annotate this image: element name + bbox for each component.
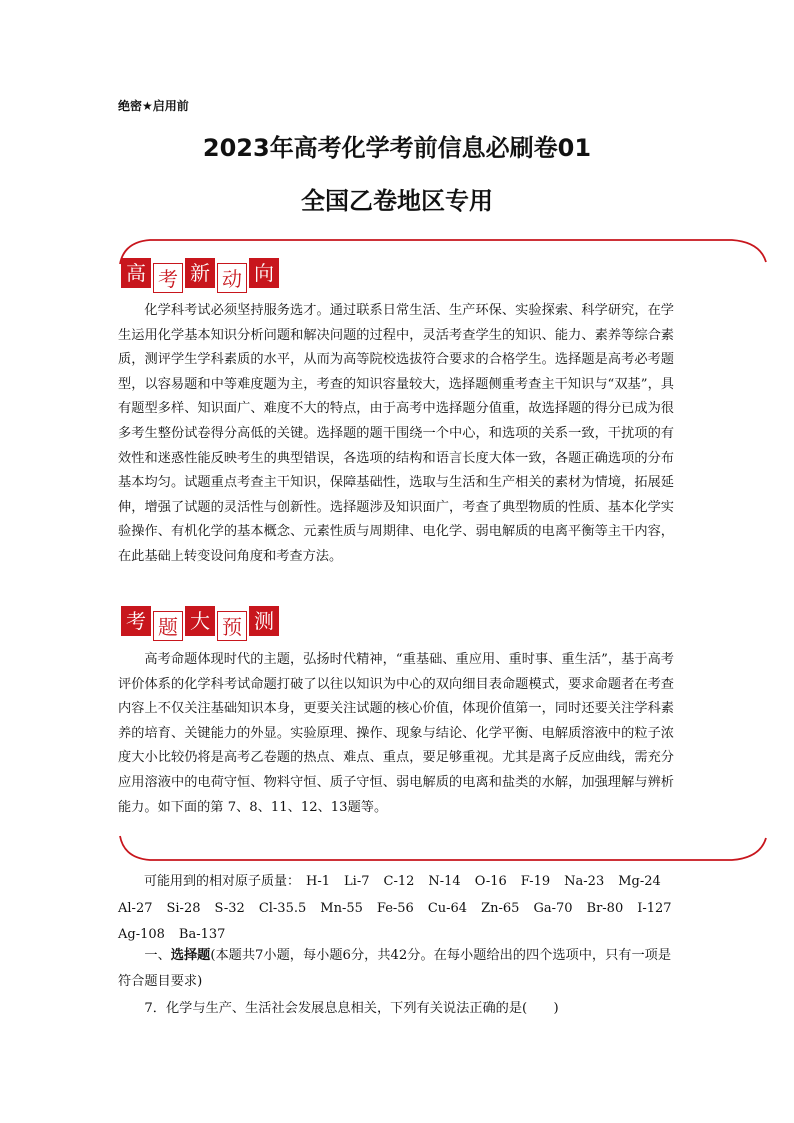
forecast-paragraph: 高考命题体现时代的主题，弘扬时代精神，“重基础、重应用、重时事、重生活”，基于高考评价体系的化学科考试命题打破了以往以知识为中心的双向细目表命题模式，要求命题者在考查内容上不仅关注基础知识本身，更要关注试题的核心价值，体现价值第一，同时还要关注学科素养的培育、关键能力的外显。实验原理、操作、现象与结论、化学平衡、电解质溶液中的粒子浓度大小比较仍将是高考乙卷题的热点、难点、重点，要足够重视。尤其是离子反应曲线，需充分应用溶液中的电荷守恒、物料守恒、质子守恒、弱电解质的电离和盐类的水解，加强理解与辨析能力。如下面的第 7、8、11、12、13题等。 — [118, 652, 674, 815]
banner-char: 题 — [153, 611, 183, 641]
mass-item: C-12 — [383, 874, 415, 889]
mass-item: N-14 — [428, 874, 461, 889]
trends-paragraph: 化学科考试必须坚持服务选才。通过联系日常生活、生产环保、实验探索、科学研究，在学生运用化学基本知识分析问题和解决问题的过程中，灵活考查学生的知识、能力、素养等综合素质，测评学生学科素质的水平，从而为高等院校选拔符合要求的合格学生。选择题是高考必考题型，以容易题和中等难度题为主，考查的知识容量较大，选择题侧重考查主干知识与“双基”，具有题型多样、知识面广、难度不大的特点，由于高考中选择题分值重，故选择题的得分已成为很多考生整份试卷得分高低的关键。选择题的题干围绕一个中心，和选项的关系一致，干扰项的有效性和迷惑性能反映考生的典型错误，各选项的结构和语言长度大体一致，各题正确选项的分布基本均匀。试题重点考查主干知识，保障基础性，选取与生活和生产相关的素材为情境，拓展延伸，增强了试题的灵活性与创新性。选择题涉及知识面广，考查了典型物质的性质、基本化学实验操作、有机化学的基本概念、元素性质与周期律、电化学、弱电解质的电离平衡等主干内容，在此基础上转变设问角度和考查方法。 — [118, 303, 674, 564]
mass-item: Li-7 — [344, 874, 370, 889]
banner-char: 动 — [217, 263, 247, 293]
atomic-masses-label: 可能用到的相对原子质量： — [144, 874, 301, 889]
banner-forecast — [121, 606, 281, 639]
mass-item: Si-28 — [166, 900, 201, 916]
secret-label: 绝密★启用前 — [118, 99, 189, 113]
banner-exam-trends — [121, 258, 281, 291]
part-one-instructions: (本题共7小题，每小题6分，共42分。在每小题给出的四个选项中，只有一项是符合题目要求) — [118, 948, 672, 989]
banner-char: 考 — [153, 263, 183, 293]
atomic-masses-row — [118, 869, 678, 896]
mass-item: Na-23 — [564, 874, 605, 889]
mass-item: Zn-65 — [481, 900, 520, 916]
mass-item: I-127 — [637, 900, 672, 916]
mass-item: Cl-35.5 — [258, 900, 307, 916]
mass-item: Br-80 — [586, 900, 624, 916]
part-one-prefix: 一、 — [144, 948, 171, 963]
mass-item: Cu-64 — [427, 900, 468, 916]
atomic-masses-row — [118, 896, 678, 923]
banner-char: 向 — [249, 258, 279, 288]
exam-subtitle: 全国乙卷地区专用 — [301, 187, 493, 215]
question-7: 7．化学与生产、生活社会发展息息相关，下列有关说法正确的是( ) — [144, 1001, 559, 1016]
mass-item: Fe-56 — [376, 900, 414, 916]
mass-item: Mn-55 — [320, 900, 363, 916]
mass-item: O-16 — [474, 874, 507, 889]
mass-item: S-32 — [214, 900, 245, 916]
part-one-heading — [118, 943, 674, 995]
banner-char: 新 — [185, 258, 215, 288]
atomic-masses — [118, 869, 678, 949]
banner-char: 预 — [217, 611, 247, 641]
exam-title: 2023年高考化学考前信息必刷卷01 — [202, 134, 592, 162]
mass-item: Ga-70 — [533, 900, 573, 916]
banner-char: 考 — [121, 606, 151, 636]
mass-item: H-1 — [306, 874, 331, 889]
banner-char: 测 — [249, 606, 279, 636]
mass-item: Ag-108 — [118, 927, 165, 942]
banner-char: 高 — [121, 258, 151, 288]
mass-item: Ba-137 — [178, 927, 226, 942]
mass-item: F-19 — [520, 874, 551, 889]
mass-item: Mg-24 — [618, 874, 661, 889]
banner-char: 大 — [185, 606, 215, 636]
part-one-title: 选择题 — [170, 948, 211, 963]
mass-item: Al-27 — [118, 900, 153, 916]
